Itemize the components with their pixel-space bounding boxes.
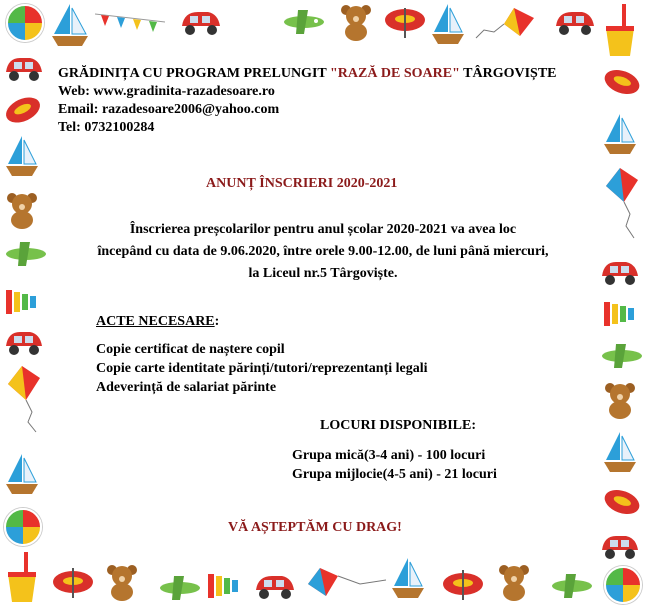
announcement-line-2: începând cu data de 9.06.2020, între orele 9.00-12.00, de luni până miercuri, — [97, 244, 549, 259]
kindergarten-name: "RAZĂ DE SOARE" — [329, 66, 460, 81]
announcement-line-1: Înscrierea preșcolarilor pentru anul școlar 2020-2021 va avea loc — [129, 222, 517, 237]
document-item: Copie carte identitate părinți/tutori/reprezentanți legali — [96, 361, 428, 376]
web-line: Web: www.gradinita-razadesoare.ro — [58, 84, 275, 99]
announcement-line-3: la Liceul nr.5 Târgoviște. — [248, 266, 398, 281]
places-heading: LOCURI DISPONIBILE: — [320, 418, 476, 433]
document-item: Adeverință de salariat părinte — [96, 380, 277, 395]
email-line: Email: razadesoare2006@yahoo.com — [58, 102, 280, 117]
kindergarten-city: TÂRGOVIȘTE — [459, 66, 557, 81]
closing-message: VĂ AȘTEPTĂM CU DRAG! — [228, 520, 402, 535]
kindergarten-name-line — [58, 66, 557, 82]
documents-heading: ACTE NECESARE: — [96, 314, 220, 329]
places-item: Grupa mică(3-4 ani) - 100 locuri — [292, 448, 486, 463]
places-item: Grupa mijlocie(4-5 ani) - 21 locuri — [292, 467, 497, 482]
document-item: Copie certificat de naștere copil — [96, 342, 285, 357]
kindergarten-prefix: GRĂDINIȚA CU PROGRAM PRELUNGIT — [58, 66, 330, 81]
phone-line: Tel: 0732100284 — [58, 120, 155, 135]
announcement-title: ANUNȚ ÎNSCRIERI 2020-2021 — [206, 176, 398, 191]
